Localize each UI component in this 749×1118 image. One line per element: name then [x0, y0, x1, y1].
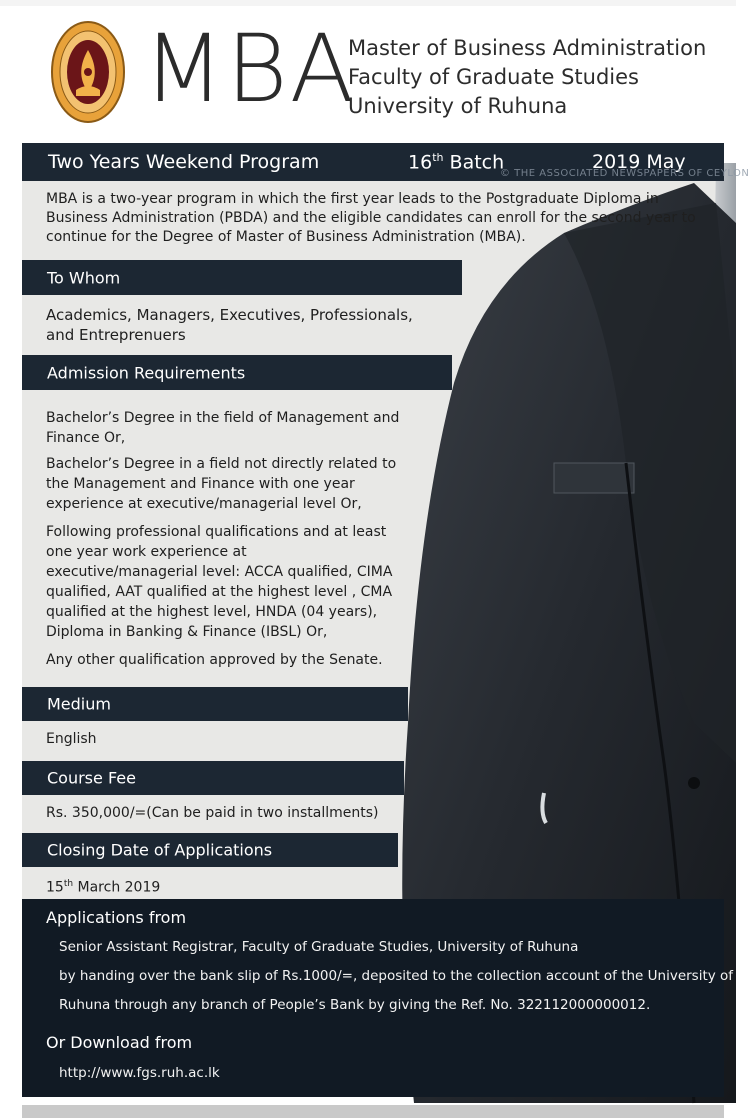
header-lines	[348, 34, 706, 121]
batch-label	[408, 151, 504, 173]
header-line-faculty: Faculty of Graduate Studies	[348, 65, 639, 89]
admission-item: Any other qualification approved by the Senate.	[46, 652, 383, 668]
applications-heading: Applications from	[46, 908, 187, 927]
applications-panel	[22, 899, 734, 1097]
admission-item: Following professional qualifications and at least one year work experience at executive/managerial level: ACCA qualified, CIMA qualified, AAT qualified at the highest level , CMA qualified at the highest level, HNDA (04 years), Diploma in Banking & Finance (IBSL) Or,	[46, 524, 393, 640]
to-whom-heading: To Whom	[47, 268, 121, 287]
poster-header	[0, 6, 736, 141]
applications-line-reference: Ruhuna through any branch of People’s Bank by giving the Ref. No. 322112000000012.	[59, 997, 651, 1013]
batch-number: 16	[408, 151, 433, 174]
closing-date-text	[46, 874, 160, 898]
section-bar-medium	[22, 687, 408, 721]
intro-text: MBA is a two-year program in which the first year leads to the Postgraduate Diploma in Business Administration (PBDA) and the eligible candidates can enroll for the second year to continue for the Degree of Master of Business Administration (MBA).	[46, 191, 696, 245]
closing-date-heading: Closing Date of Applications	[47, 840, 273, 860]
section-bar-to-whom	[22, 260, 462, 295]
header-line-university: University of Ruhuna	[348, 94, 568, 118]
university-emblem-icon	[50, 20, 126, 124]
batch-word: Batch	[449, 151, 505, 174]
download-heading: Or Download from	[46, 1033, 193, 1052]
bottom-strip	[22, 1105, 724, 1118]
course-fee-text: Rs. 350,000/=(Can be paid in two installments)	[46, 805, 379, 821]
applications-line-registrar: Senior Assistant Registrar, Faculty of Graduate Studies, University of Ruhuna	[59, 939, 579, 955]
mba-wordmark: MBA	[143, 15, 356, 124]
title-bar	[22, 143, 749, 181]
course-fee-heading: Course Fee	[47, 768, 136, 788]
admission-item: Bachelor’s Degree in the field of Management and Finance Or,	[46, 410, 400, 446]
closing-day-suffix: th	[63, 879, 74, 889]
header-line-degree: Master of Business Administration	[348, 36, 707, 60]
to-whom-text: Academics, Managers, Executives, Professionals, and Entreprenuers	[46, 306, 413, 344]
section-bar-course-fee	[22, 761, 404, 795]
program-date: 2019 May	[592, 151, 686, 173]
download-url-link[interactable]: http://www.fgs.ruh.ac.lk	[59, 1065, 220, 1081]
newspaper-watermark: © THE ASSOCIATED NEWSPAPERS OF CEYLON	[500, 168, 749, 179]
admission-item: Bachelor’s Degree in a field not directly related to the Management and Finance with one year experience at executive/managerial level Or,	[46, 456, 397, 512]
section-bar-admission	[22, 355, 452, 390]
batch-suffix: th	[432, 151, 444, 164]
medium-text: English	[46, 731, 97, 747]
program-title: Two Years Weekend Program	[48, 151, 320, 173]
applications-line-bank-slip: by handing over the bank slip of Rs.1000/=, deposited to the collection account of the University of	[59, 968, 734, 984]
closing-month-year: March 2019	[77, 879, 161, 896]
poster-body	[22, 143, 749, 1097]
admission-heading: Admission Requirements	[47, 363, 246, 382]
medium-heading: Medium	[47, 694, 111, 714]
section-bar-closing-date	[22, 833, 398, 867]
closing-day: 15	[46, 879, 64, 896]
